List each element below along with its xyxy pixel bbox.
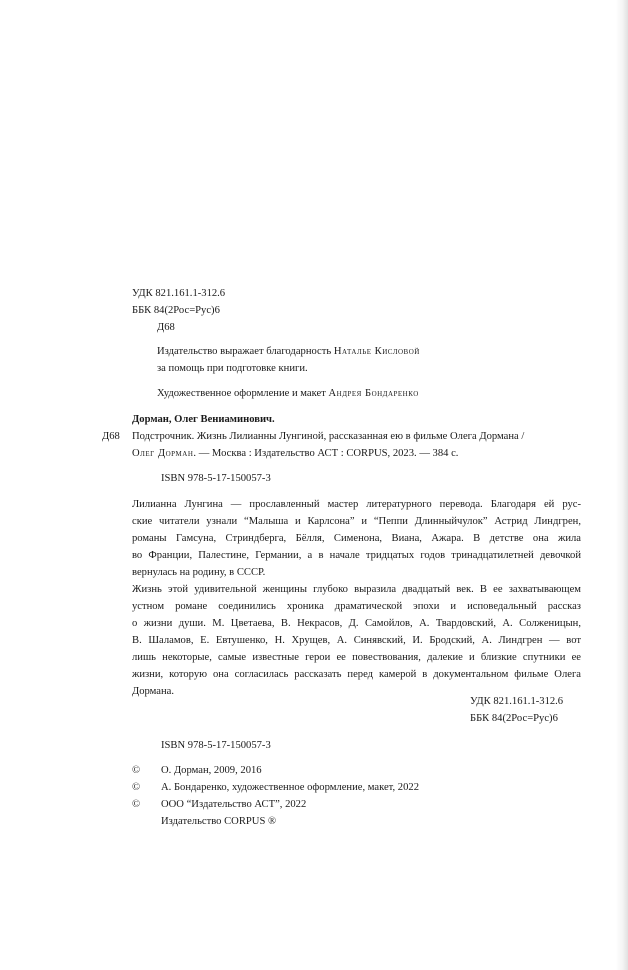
bbk-code-top: ББК 84(2Рос=Рус)6 xyxy=(132,305,220,316)
title-line-2 xyxy=(132,445,458,462)
acknowledgment-line-2: за помощь при подготовке книги. xyxy=(157,363,308,374)
copyright-row xyxy=(0,779,600,796)
copyright-symbol: © xyxy=(132,799,141,810)
author-mark-top: Д68 xyxy=(157,322,175,333)
acknowledgment-prefix: Издательство выражает благодарность xyxy=(157,346,332,357)
bibliographic-mark: Д68 xyxy=(102,431,120,442)
annotation-line: В. Шаламов, Е. Евтушенко, Н. Хрущев, А. Синявский, И. Бродский, А. Линдгрен — вот xyxy=(132,635,581,646)
isbn-top: ISBN 978-5-17-150057-3 xyxy=(161,473,271,484)
title-line-1: Подстрочник. Жизнь Лилианны Лунгиной, рассказанная ею в фильме Олега Дормана / xyxy=(132,431,525,442)
copyright-symbol: © xyxy=(132,782,141,793)
copyright-row xyxy=(0,796,600,813)
copyright-text: А. Бондаренко, художественное оформление, макет, 2022 xyxy=(161,782,419,793)
annotation-line: жизни, которую она согласилась рассказать перед камерой в документальном фильме Олега xyxy=(132,669,581,680)
author-heading: Дорман, Олег Вениаминович. xyxy=(132,414,275,425)
annotation-line: во Франции, Палестине, Германии, а в начале тридцатых годов тринадцатилетней девочкой xyxy=(132,550,581,561)
author-name-smallcaps: Олег Дорман xyxy=(132,448,194,459)
isbn-bottom: ISBN 978-5-17-150057-3 xyxy=(161,740,271,751)
copyright-text: О. Дорман, 2009, 2016 xyxy=(161,765,262,776)
imprint-details: . — Москва : Издательство АСТ : CORPUS, 2023. — 384 с. xyxy=(193,448,459,459)
annotation-paragraph-1 xyxy=(132,496,581,581)
annotation-paragraph-2 xyxy=(132,581,581,700)
annotation-line: романы Гамсуна, Стриндберга, Бёлля, Сименона, Виана, Ажара. В детстве она жила xyxy=(132,533,581,544)
udk-code-bottom: УДК 821.161.1-312.6 xyxy=(470,696,564,707)
acknowledgment-line-1 xyxy=(157,343,420,360)
annotation-line: лишь некоторые, самые известные герои ее повествования, далекие и близкие спутники ее xyxy=(132,652,581,663)
annotation-line: Дормана. xyxy=(132,686,175,697)
page-edge-shadow xyxy=(616,0,628,970)
publisher-line: Издательство CORPUS ® xyxy=(161,816,277,827)
annotation-line: о жизни души. М. Цветаева, В. Некрасов, Д. Самойлов, А. Твардовский, А. Солженицын, xyxy=(132,618,581,629)
design-credit xyxy=(157,385,419,402)
annotation-line: Лилианна Лунгина — прославленный мастер литературного перевода. Благодаря ей рус- xyxy=(132,499,581,510)
bbk-code-bottom: ББК 84(2Рос=Рус)6 xyxy=(470,713,558,724)
design-credit-prefix: Художественное оформление и макет xyxy=(157,388,326,399)
acknowledgment-name: Наталье Кисловой xyxy=(333,346,420,357)
copyright-symbol: © xyxy=(132,765,141,776)
annotation-line: ские читатели узнали “Малыша и Карлсона” и “Пеппи Длинныйчулок” Астрид Линдгрен, xyxy=(132,516,581,527)
annotation-line: вернулась на родину, в СССР. xyxy=(132,567,266,578)
udk-code-top: УДК 821.161.1-312.6 xyxy=(132,288,226,299)
design-credit-name: Андрея Бондаренко xyxy=(328,388,419,399)
annotation-line: Жизнь этой удивительной женщины глубоко выразила двадцатый век. В ее захватывающем xyxy=(132,584,581,595)
copyright-text: ООО “Издательство АСТ”, 2022 xyxy=(161,799,307,810)
copyright-row xyxy=(0,762,600,779)
annotation-line: устном романе соединились хроника драматической эпохи и исповедальный рассказ xyxy=(132,601,581,612)
